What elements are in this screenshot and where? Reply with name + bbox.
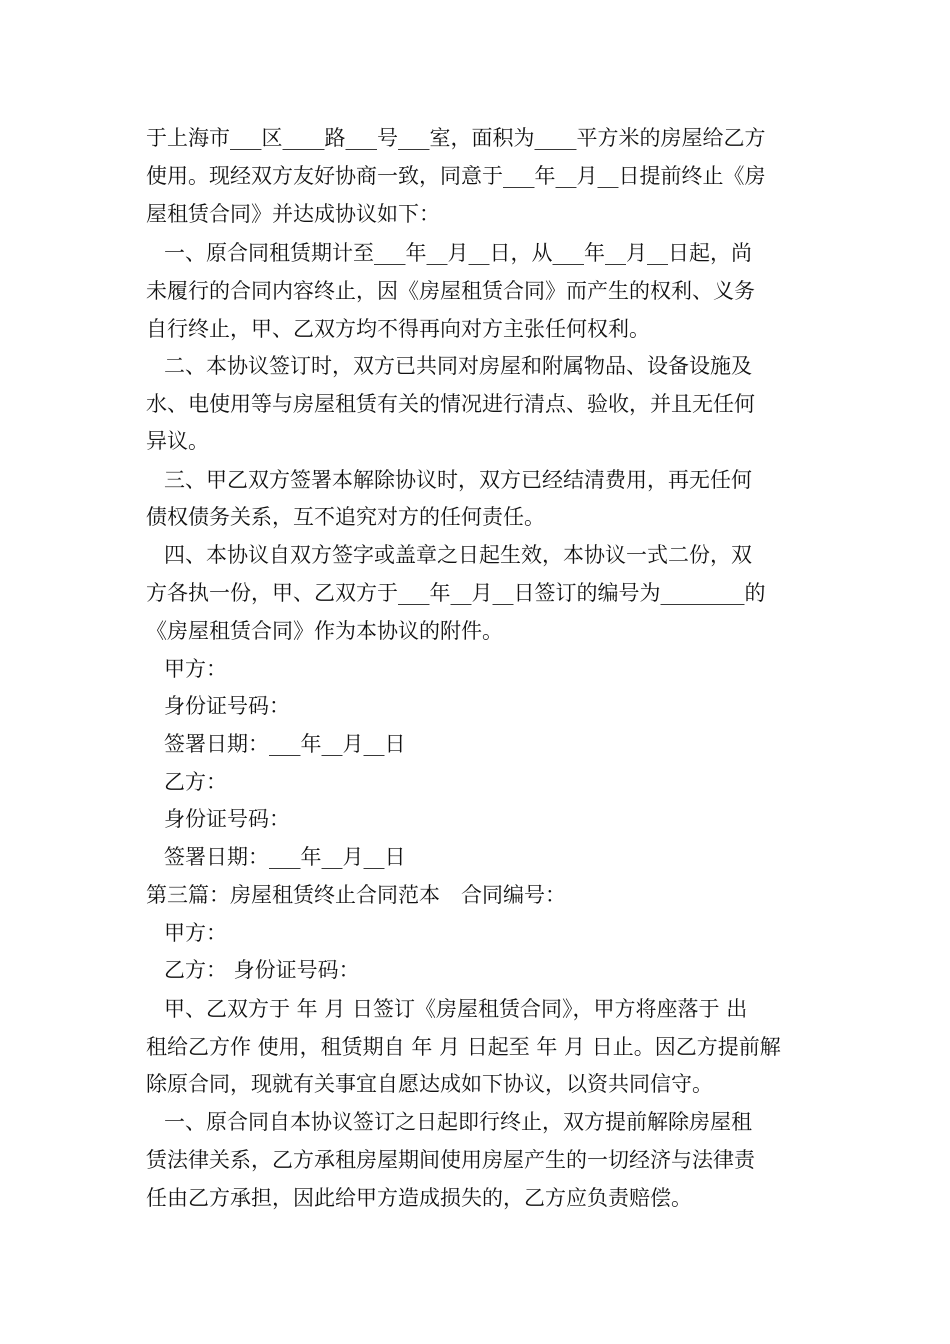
text-line: 于上海市___区____路___号___室，面积为____平方米的房屋给乙方 xyxy=(146,126,766,150)
signature-party-a: 甲方： xyxy=(164,657,227,681)
text-line: 四、本协议自双方签字或盖章之日起生效，本协议一式二份，双 xyxy=(164,543,752,567)
text-line: 方各执一份，甲、乙双方于___年__月__日签订的编号为________的 xyxy=(146,581,766,605)
text-line: 三、甲乙双方签署本解除协议时，双方已经结清费用，再无任何 xyxy=(164,468,752,492)
signature-party-b: 乙方： xyxy=(164,770,227,794)
signing-date: 签署日期：___年__月__日 xyxy=(164,732,406,756)
section-heading: 第三篇：房屋租赁终止合同范本 合同编号： xyxy=(146,883,566,907)
text-line: 二、本协议签订时，双方已共同对房屋和附属物品、设备设施及 xyxy=(164,354,752,378)
text-line: 债权债务关系，互不追究对方的任何责任。 xyxy=(146,505,545,529)
id-number-label: 身份证号码： xyxy=(164,694,290,718)
signing-date: 签署日期：___年__月__日 xyxy=(164,845,406,869)
text-line: 租给乙方作 使用，租赁期自 年 月 日起至 年 月 日止。因乙方提前解 xyxy=(146,1035,781,1059)
text-line: 异议。 xyxy=(146,429,209,453)
id-number-label: 身份证号码： xyxy=(164,807,290,831)
text-line: 自行终止，甲、乙双方均不得再向对方主张任何权利。 xyxy=(146,317,650,341)
text-line: 赁法律关系，乙方承租房屋期间使用房屋产生的一切经济与法律责 xyxy=(146,1148,755,1172)
text-line: 水、电使用等与房屋租赁有关的情况进行清点、验收，并且无任何 xyxy=(146,392,755,416)
text-line: 使用。现经双方友好协商一致，同意于___年__月__日提前终止《房 xyxy=(146,164,766,188)
text-line: 甲、乙双方于 年 月 日签订《房屋租赁合同》，甲方将座落于 出 xyxy=(164,997,748,1021)
party-a-label: 甲方： xyxy=(164,921,227,945)
text-line: 任由乙方承担，因此给甲方造成损失的，乙方应负责赔偿。 xyxy=(146,1186,692,1210)
text-line: 屋租赁合同》并达成协议如下： xyxy=(146,202,440,226)
party-b-label: 乙方： 身份证号码： xyxy=(164,958,360,982)
text-line: 未履行的合同内容终止，因《房屋租赁合同》而产生的权利、义务 xyxy=(146,279,755,303)
text-line: 一、原合同租赁期计至___年__月__日，从___年__月__日起，尚 xyxy=(164,241,752,265)
text-line: 一、原合同自本协议签订之日起即行终止，双方提前解除房屋租 xyxy=(164,1110,752,1134)
text-line: 《房屋租赁合同》作为本协议的附件。 xyxy=(146,619,503,643)
text-line: 除原合同，现就有关事宜自愿达成如下协议，以资共同信守。 xyxy=(146,1072,713,1096)
